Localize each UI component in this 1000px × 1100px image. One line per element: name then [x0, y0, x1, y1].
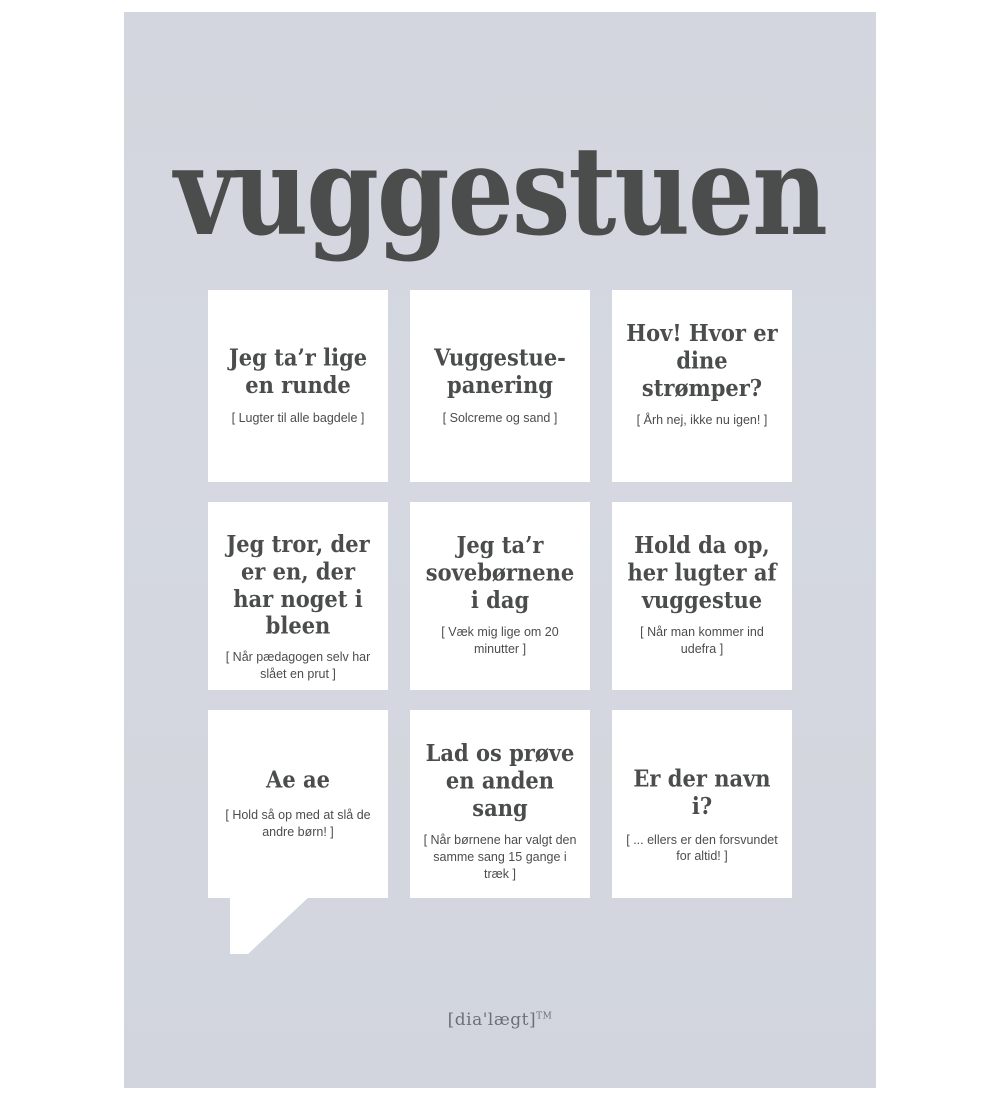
quote-row	[208, 290, 792, 482]
quote-card	[410, 290, 590, 482]
quote-sub-text: [ Årh nej, ikke nu igen! ]	[636, 413, 768, 428]
quote-sub-text: [ Lugter til alle bagdele ]	[231, 411, 365, 426]
quote-main-text: Jeg ta’r lige en runde	[228, 343, 368, 398]
quote-grid	[208, 290, 792, 918]
quote-sub-text: [ ... ellers er den forsvundet for altid! ]	[626, 832, 778, 864]
quote-sub-text: [ Når pædagogen selv har slået en prut ]	[225, 650, 371, 681]
speech-bubble-tail	[230, 896, 310, 954]
quote-sub-text: [ Væk mig lige om 20 minutter ]	[441, 625, 559, 657]
quote-main-text: Jeg tror, der er en, der har noget i bleen	[226, 529, 370, 640]
quote-sub-text: [ Solcreme og sand ]	[442, 411, 558, 426]
quote-card	[410, 710, 590, 898]
quote-card	[208, 710, 388, 898]
page-title: vuggestuen	[174, 118, 826, 264]
quote-main-text: Er der navn i?	[633, 764, 771, 820]
trademark-symbol: TM	[536, 1011, 553, 1022]
quote-main-text: Ae ae	[266, 765, 330, 794]
quote-card	[612, 502, 792, 690]
quote-card	[410, 502, 590, 690]
quote-row	[208, 502, 792, 690]
quote-card	[612, 710, 792, 898]
quote-main-text: Jeg ta’r sovebørnene i dag	[425, 531, 575, 614]
quote-main-text: Hold da op, her lugter af vuggestue	[627, 531, 777, 614]
quote-card	[208, 502, 388, 690]
brand-logo	[124, 1010, 876, 1030]
quote-sub-text: [ Når man kommer ind udefra ]	[640, 625, 764, 657]
quote-main-text: Hov! Hvor er dine strømper?	[626, 319, 778, 402]
quote-card	[208, 290, 388, 482]
quote-main-text: Lad os prøve en anden sang	[425, 739, 575, 822]
quote-card	[612, 290, 792, 482]
quote-row	[208, 710, 792, 898]
quote-main-text: Vuggestue- panering	[434, 343, 566, 398]
brand-logo-text: [dia'lægt]	[447, 1010, 537, 1030]
quote-sub-text: [ Når børnene har valgt den samme sang 15 gange i træk ]	[423, 833, 577, 882]
quote-sub-text: [ Hold så op med at slå de andre børn! ]	[225, 807, 371, 839]
poster-canvas	[124, 12, 876, 1088]
